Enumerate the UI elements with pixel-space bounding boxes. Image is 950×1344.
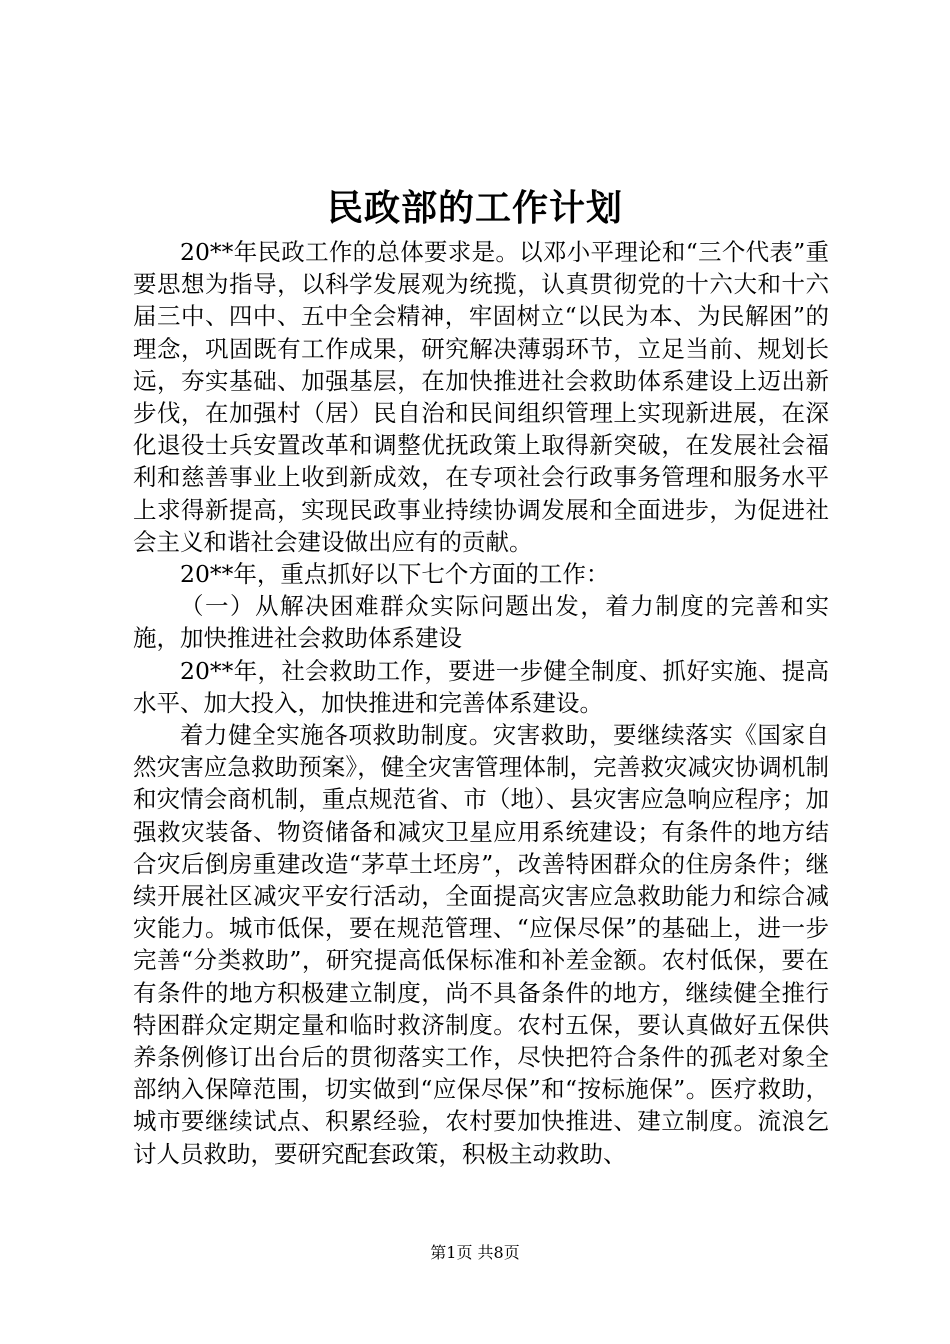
section-heading: （一）从解决困难群众实际问题出发，着力制度的完善和实施，加快推进社会救助体系建设	[133, 592, 829, 653]
page-footer: 第1页 共8页	[430, 1243, 520, 1262]
paragraph: 着力健全实施各项救助制度。灾害救助，要继续落实《国家自然灾害应急救助预案》，健全灾害管理体制，完善救灾减灾协调机制和灾情会商机制，重点规范省、市（地）、县灾害应急响应程序；加强救灾装备、物资储备和减灾卫星应用系统建设；有条件的地方结合灾后倒房重建改造“茅草土坯房”，改善特困群众的住房条件；继续开展社区减灾平安行活动，全面提高灾害应急救助能力和综合减灾能力。城市低保，要在规范管理、“应保尽保”的基础上，进一步完善“分类救助”，研究提高低保标准和补差金额。农村低保，要在有条件的地方积极建立制度，尚不具备条件的地方，继续健全推行特困群众定期定量和临时救济制度。农村五保，要认真做好五保供养条例修订出台后的贯彻落实工作，尽快把符合条件的孤老对象全部纳入保障范围，切实做到“应保尽保”和“按标施保”。医疗救助，城市要继续试点、积累经验，农村要加快推进、建立制度。流浪乞讨人员救助，要研究配套政策，积极主动救助、	[133, 721, 829, 1168]
paragraph: 20**年，社会救助工作，要进一步健全制度、抓好实施、提高水平、加大投入，加快推进和完善体系建设。	[133, 656, 829, 717]
document-title: 民政部的工作计划	[326, 187, 623, 229]
paragraph: 20**年，重点抓好以下七个方面的工作：	[180, 560, 610, 589]
document-body	[133, 236, 829, 1170]
paragraph: 20**年民政工作的总体要求是。以邓小平理论和“三个代表”重要思想为指导，以科学发展观为统揽，认真贯彻党的十六大和十六届三中、四中、五中全会精神，牢固树立“以民为本、为民解困”的理念，巩固既有工作成果，研究解决薄弱环节，立足当前、规划长远，夯实基础、加强基层，在加快推进社会救助体系建设上迈出新步伐，在加强村（居）民自治和民间组织管理上实现新进展，在深化退役士兵安置改革和调整优抚政策上取得新突破，在发展社会福利和慈善事业上收到新成效，在专项社会行政事务管理和服务水平上求得新提高，实现民政事业持续协调发展和全面进步，为促进社会主义和谐社会建设做出应有的贡献。	[133, 238, 829, 556]
